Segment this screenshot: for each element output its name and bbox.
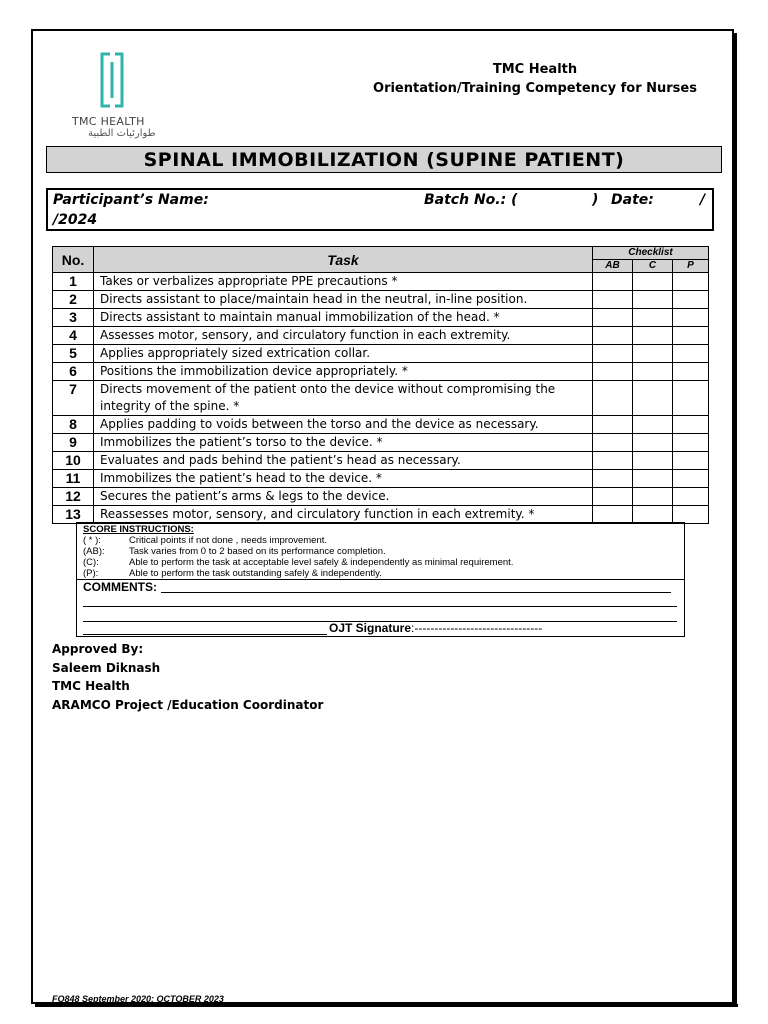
checklist-cell-c[interactable] — [633, 506, 673, 524]
task-description: Positions the immobilization device appropriately. * — [94, 363, 593, 381]
task-number: 8 — [53, 416, 94, 434]
ojt-signature-field[interactable]: :-------------------------------- — [411, 621, 543, 635]
checklist-cell-c[interactable] — [633, 309, 673, 327]
task-description: Directs assistant to maintain manual immobilization of the head. * — [94, 309, 593, 327]
task-description: Reassesses motor, sensory, and circulatory function in each extremity. * — [94, 506, 593, 524]
checklist-cell-ab[interactable] — [593, 363, 633, 381]
approver-name: Saleem Diknash — [52, 660, 161, 675]
checklist-cell-p[interactable] — [673, 506, 709, 524]
checklist-cell-ab[interactable] — [593, 434, 633, 452]
logo-wordmark: TMC HEALTH — [72, 115, 145, 128]
checklist-cell-p[interactable] — [673, 488, 709, 506]
checklist-cell-ab[interactable] — [593, 345, 633, 363]
checklist-cell-ab[interactable] — [593, 273, 633, 291]
task-number: 3 — [53, 309, 94, 327]
date-year: /2024 — [53, 212, 98, 228]
batch-close-paren: ) — [592, 192, 599, 208]
checklist-cell-c[interactable] — [633, 452, 673, 470]
score-instructions-title: SCORE INSTRUCTIONS: — [83, 524, 194, 535]
task-number: 6 — [53, 363, 94, 381]
logo-arabic-text: طوارئيات الطبية — [88, 128, 156, 139]
checklist-cell-ab[interactable] — [593, 381, 633, 416]
task-checklist-table — [52, 246, 709, 524]
score-instructions-box — [76, 522, 685, 637]
table-row — [53, 488, 709, 506]
checklist-cell-p[interactable] — [673, 470, 709, 488]
checklist-cell-p[interactable] — [673, 434, 709, 452]
organization-heading — [360, 60, 710, 98]
table-row — [53, 327, 709, 345]
checklist-cell-c[interactable] — [633, 488, 673, 506]
task-description: Evaluates and pads behind the patient’s head as necessary. — [94, 452, 593, 470]
task-description: Takes or verbalizes appropriate PPE precautions * — [94, 273, 593, 291]
org-name: TMC Health — [492, 62, 578, 77]
column-header-p: P — [673, 260, 709, 273]
checklist-cell-p[interactable] — [673, 416, 709, 434]
form-title: SPINAL IMMOBILIZATION (SUPINE PATIENT) — [46, 146, 722, 173]
checklist-cell-ab[interactable] — [593, 416, 633, 434]
task-number: 13 — [53, 506, 94, 524]
ojt-signature — [329, 621, 542, 635]
checklist-cell-p[interactable] — [673, 309, 709, 327]
table-row — [53, 381, 709, 416]
task-description: Applies padding to voids between the torso and the device as necessary. — [94, 416, 593, 434]
checklist-cell-p[interactable] — [673, 345, 709, 363]
checklist-cell-c[interactable] — [633, 327, 673, 345]
checklist-cell-p[interactable] — [673, 327, 709, 345]
table-row — [53, 416, 709, 434]
org-subtitle: Orientation/Training Competency for Nurses — [373, 81, 697, 96]
batch-no-label: Batch No.: ( — [424, 192, 518, 208]
checklist-cell-ab[interactable] — [593, 488, 633, 506]
page-shadow-right — [734, 33, 737, 1007]
score-item: (C): Able to perform the task at acceptable level safely & independently as minimal requirement. — [83, 557, 514, 568]
task-description: Immobilizes the patient’s torso to the device. * — [94, 434, 593, 452]
ojt-signature-label: OJT Signature — [329, 621, 412, 635]
checklist-cell-ab[interactable] — [593, 470, 633, 488]
score-legend — [77, 523, 684, 580]
task-number: 2 — [53, 291, 94, 309]
checklist-cell-c[interactable] — [633, 381, 673, 416]
approver-org: TMC Health — [52, 679, 130, 693]
checklist-cell-p[interactable] — [673, 363, 709, 381]
form-footer-code: FO848 September 2020; OCTOBER 2023 — [52, 994, 224, 1004]
task-description: Applies appropriately sized extrication collar. — [94, 345, 593, 363]
checklist-cell-ab[interactable] — [593, 291, 633, 309]
checklist-cell-ab[interactable] — [593, 506, 633, 524]
participant-info-box — [46, 188, 714, 231]
column-header-c: C — [633, 260, 673, 273]
column-header-checklist: Checklist — [593, 247, 709, 260]
table-row — [53, 470, 709, 488]
table-row — [53, 345, 709, 363]
table-row — [53, 273, 709, 291]
column-header-task: Task — [94, 247, 593, 273]
checklist-cell-c[interactable] — [633, 345, 673, 363]
task-description: Directs assistant to place/maintain head in the neutral, in-line position. — [94, 291, 593, 309]
approved-by-label: Approved By: — [52, 642, 144, 656]
table-row — [53, 363, 709, 381]
checklist-cell-c[interactable] — [633, 434, 673, 452]
score-item: ( * ): Critical points if not done , needs improvement. — [83, 535, 328, 546]
task-number: 12 — [53, 488, 94, 506]
date-label: Date: — [611, 192, 654, 208]
task-number: 9 — [53, 434, 94, 452]
table-row — [53, 309, 709, 327]
task-description: Immobilizes the patient’s head to the device. * — [94, 470, 593, 488]
task-description: Directs movement of the patient onto the device without compromising the integrity of the spine. * — [94, 381, 593, 416]
score-item: (P): Able to perform the task outstanding safely & independently. — [83, 568, 382, 579]
comments-label: COMMENTS: — [83, 580, 157, 594]
checklist-cell-c[interactable] — [633, 363, 673, 381]
signature-line[interactable] — [83, 634, 327, 635]
column-header-no: No. — [53, 247, 94, 273]
checklist-cell-c[interactable] — [633, 291, 673, 309]
task-number: 1 — [53, 273, 94, 291]
page-shadow-bottom — [35, 1004, 738, 1007]
checklist-cell-p[interactable] — [673, 291, 709, 309]
task-number: 5 — [53, 345, 94, 363]
approver-role: ARAMCO Project /Education Coordinator — [52, 697, 324, 712]
task-description: Assesses motor, sensory, and circulatory function in each extremity. — [94, 327, 593, 345]
approved-by-block — [52, 640, 323, 714]
checklist-cell-ab[interactable] — [593, 327, 633, 345]
checklist-cell-ab[interactable] — [593, 452, 633, 470]
comments-line[interactable] — [83, 606, 677, 607]
checklist-cell-ab[interactable] — [593, 309, 633, 327]
comments-line[interactable] — [161, 592, 671, 593]
task-number: 11 — [53, 470, 94, 488]
column-header-ab: AB — [593, 260, 633, 273]
table-row — [53, 506, 709, 524]
checklist-cell-c[interactable] — [633, 273, 673, 291]
table-row — [53, 291, 709, 309]
task-number: 10 — [53, 452, 94, 470]
task-number: 7 — [53, 381, 94, 416]
checklist-cell-c[interactable] — [633, 470, 673, 488]
checklist-cell-c[interactable] — [633, 416, 673, 434]
table-row — [53, 452, 709, 470]
checklist-cell-p[interactable] — [673, 273, 709, 291]
table-row — [53, 434, 709, 452]
score-item: (AB): Task varies from 0 to 2 based on its performance completion. — [83, 546, 386, 557]
date-slash: / — [700, 192, 706, 208]
task-description: Secures the patient’s arms & legs to the device. — [94, 488, 593, 506]
task-number: 4 — [53, 327, 94, 345]
participant-name-label: Participant’s Name: — [53, 192, 209, 208]
checklist-cell-p[interactable] — [673, 452, 709, 470]
checklist-cell-p[interactable] — [673, 381, 709, 416]
